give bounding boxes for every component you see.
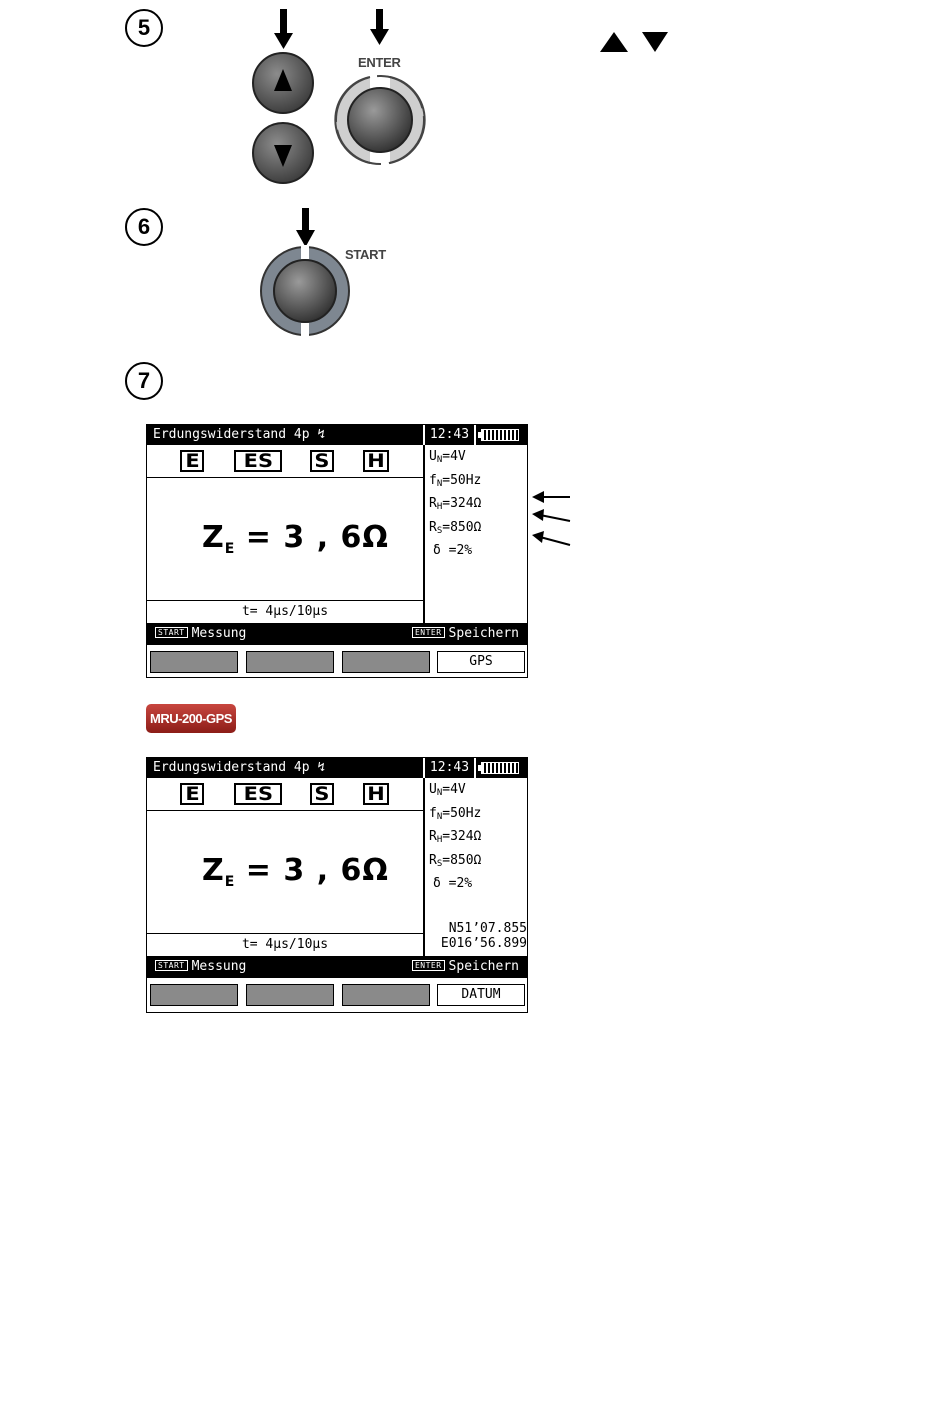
press-arrow-icon <box>296 208 315 247</box>
start-button[interactable] <box>261 245 349 337</box>
up-triangle-icon <box>600 32 628 52</box>
gps-latitude: N51’07.855 <box>448 921 527 936</box>
softkey-3[interactable] <box>342 651 430 673</box>
step-6-number: 6 <box>125 208 163 246</box>
softkey-gps[interactable]: GPS <box>437 651 525 673</box>
param-rs: $R_S=850\Omega$ <box>429 852 482 869</box>
pointer-arrow-icon <box>532 509 570 521</box>
param-rh: $R_H=324\Omega$ <box>429 829 482 845</box>
step5-buttons-illustration <box>240 5 440 190</box>
tab-h[interactable]: H <box>363 783 389 805</box>
softkey-2[interactable] <box>246 651 334 673</box>
down-button[interactable] <box>253 123 313 183</box>
press-arrow-icon <box>274 9 293 49</box>
softkey-1[interactable] <box>150 984 238 1006</box>
tab-e[interactable]: E <box>180 450 204 472</box>
pointer-arrows <box>528 485 576 551</box>
result-area <box>147 811 423 934</box>
param-delta: δ =2% <box>433 876 473 891</box>
param-fn: $f_N=50Hz$ <box>429 805 482 822</box>
up-button[interactable] <box>253 53 313 113</box>
mode-tabs <box>147 445 423 478</box>
down-triangle-icon <box>642 32 668 52</box>
start-key-icon: START <box>155 627 188 638</box>
pointer-arrow-icon <box>532 491 570 503</box>
lcd-screen-2 <box>146 757 528 1013</box>
softkeys <box>147 645 527 677</box>
status-save-label: Speichern <box>448 626 519 641</box>
softkey-3[interactable] <box>342 984 430 1006</box>
param-fn: $f_N=50Hz$ <box>429 472 482 489</box>
start-button-illustration <box>255 205 355 340</box>
screen-title: Erdungswiderstand 4p ↯ <box>147 425 423 445</box>
start-button-label: START <box>345 247 386 262</box>
battery-icon <box>476 758 527 778</box>
time-readout: t= 4µs/10µs <box>147 600 423 623</box>
param-rs: $R_S=850\Omega$ <box>429 519 482 536</box>
softkey-datum[interactable]: DATUM <box>437 984 525 1006</box>
lcd-screen-1 <box>146 424 528 678</box>
parameters-panel <box>429 780 528 894</box>
softkey-1[interactable] <box>150 651 238 673</box>
gps-coordinates <box>425 921 528 951</box>
tab-h[interactable]: H <box>363 450 389 472</box>
model-badge: MRU-200-GPS <box>146 704 236 733</box>
mode-tabs <box>147 778 423 811</box>
start-key-icon: START <box>155 960 188 971</box>
step-5-number: 5 <box>125 9 163 47</box>
clock: 12:43 <box>425 425 474 445</box>
result-value: $Z_E = 3$ , 6Ω <box>202 520 389 557</box>
screen-title: Erdungswiderstand 4p ↯ <box>147 758 423 778</box>
param-un: $U_N=4V$ <box>429 782 466 798</box>
status-measure-label: Messung <box>191 626 247 641</box>
param-rh: $R_H=324\Omega$ <box>429 496 482 512</box>
press-arrow-icon <box>370 9 389 45</box>
param-un: $U_N=4V$ <box>429 449 466 465</box>
battery-icon <box>476 425 527 445</box>
time-readout: t= 4µs/10µs <box>147 933 423 956</box>
softkeys <box>147 978 527 1010</box>
softkey-2[interactable] <box>246 984 334 1006</box>
tab-e[interactable]: E <box>180 783 204 805</box>
clock: 12:43 <box>425 758 474 778</box>
nav-triangles-icon <box>598 30 673 56</box>
status-measure-label: Messung <box>191 959 247 974</box>
tab-s[interactable]: S <box>310 450 334 472</box>
gps-longitude: E016’56.899 <box>440 936 527 951</box>
enter-button-label: ENTER <box>358 55 401 70</box>
param-delta: δ =2% <box>433 543 473 558</box>
parameters-panel <box>429 447 528 561</box>
tab-es[interactable]: ES <box>234 450 282 472</box>
result-value: $Z_E = 3$ , 6Ω <box>202 853 389 890</box>
status-save-label: Speichern <box>448 959 519 974</box>
pointer-arrow-icon <box>532 531 570 545</box>
enter-key-icon: ENTER <box>412 960 445 971</box>
tab-es[interactable]: ES <box>234 783 282 805</box>
result-area <box>147 478 423 601</box>
tab-s[interactable]: S <box>310 783 334 805</box>
enter-key-icon: ENTER <box>412 627 445 638</box>
status-bar <box>147 623 527 645</box>
status-bar <box>147 956 527 978</box>
step-7-number: 7 <box>125 362 163 400</box>
enter-button[interactable] <box>335 76 424 164</box>
